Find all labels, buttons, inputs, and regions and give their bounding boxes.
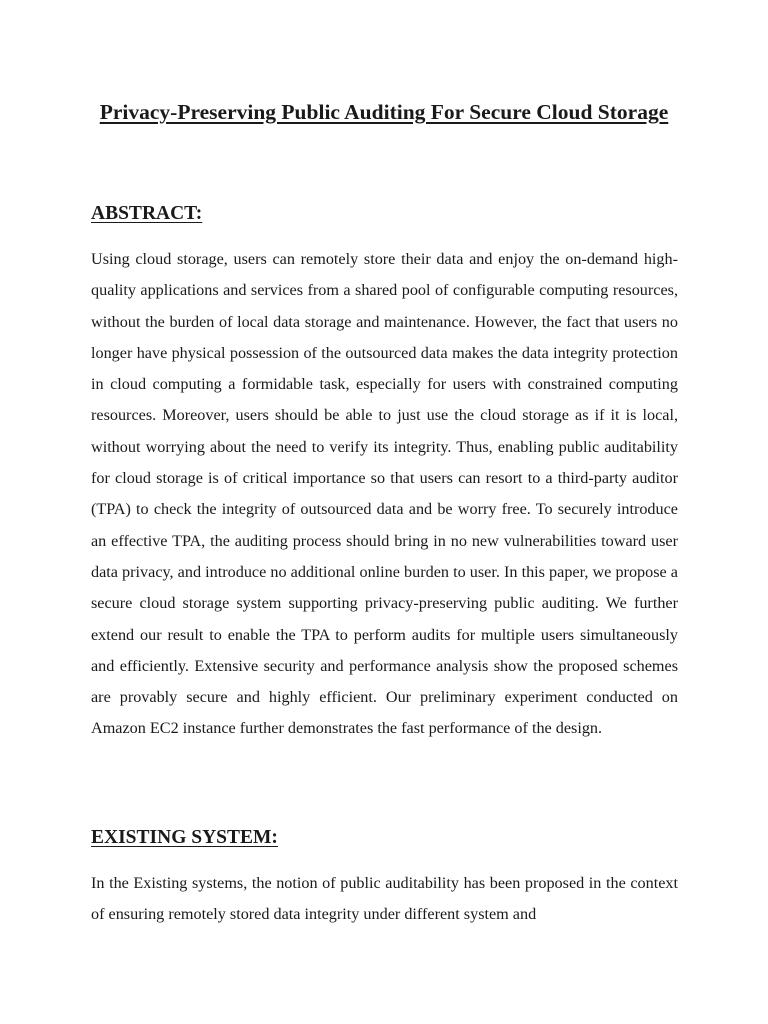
- section-heading-abstract: ABSTRACT:: [91, 203, 203, 224]
- section-heading-existing-system: EXISTING SYSTEM:: [91, 827, 278, 848]
- abstract-paragraph: Using cloud storage, users can remotely store their data and enjoy the on-demand high-quality applications and services from a shared pool of configurable computing resources, without the burden of local data storage and maintenance. However, the fact that users no longer have physical possession of the outsourced data makes the data integrity protection in cloud computing a formidable task, especially for users with constrained computing resources. Moreover, users should be able to just use the cloud storage as if it is local, without worrying about the need to verify its integrity. Thus, enabling public auditability for cloud storage is of critical importance so that users can resort to a third-party auditor (TPA) to check the integrity of outsourced data and be worry free. To securely introduce an effective TPA, the auditing process should bring in no new vulnerabilities toward user data privacy, and introduce no additional online burden to user. In this paper, we propose a secure cloud storage system supporting privacy-preserving public auditing. We further extend our result to enable the TPA to perform audits for multiple users simultaneously and efficiently. Extensive security and performance analysis show the proposed schemes are provably secure and highly efficient. Our preliminary experiment conducted on Amazon EC2 instance further demonstrates the fast performance of the design.: [91, 250, 678, 738]
- document-title: Privacy-Preserving Public Auditing For Secure Cloud Storage: [99, 100, 669, 124]
- existing-system-paragraph: In the Existing systems, the notion of public auditability has been proposed in the context of ensuring remotely stored data integrity under different system and: [91, 874, 678, 924]
